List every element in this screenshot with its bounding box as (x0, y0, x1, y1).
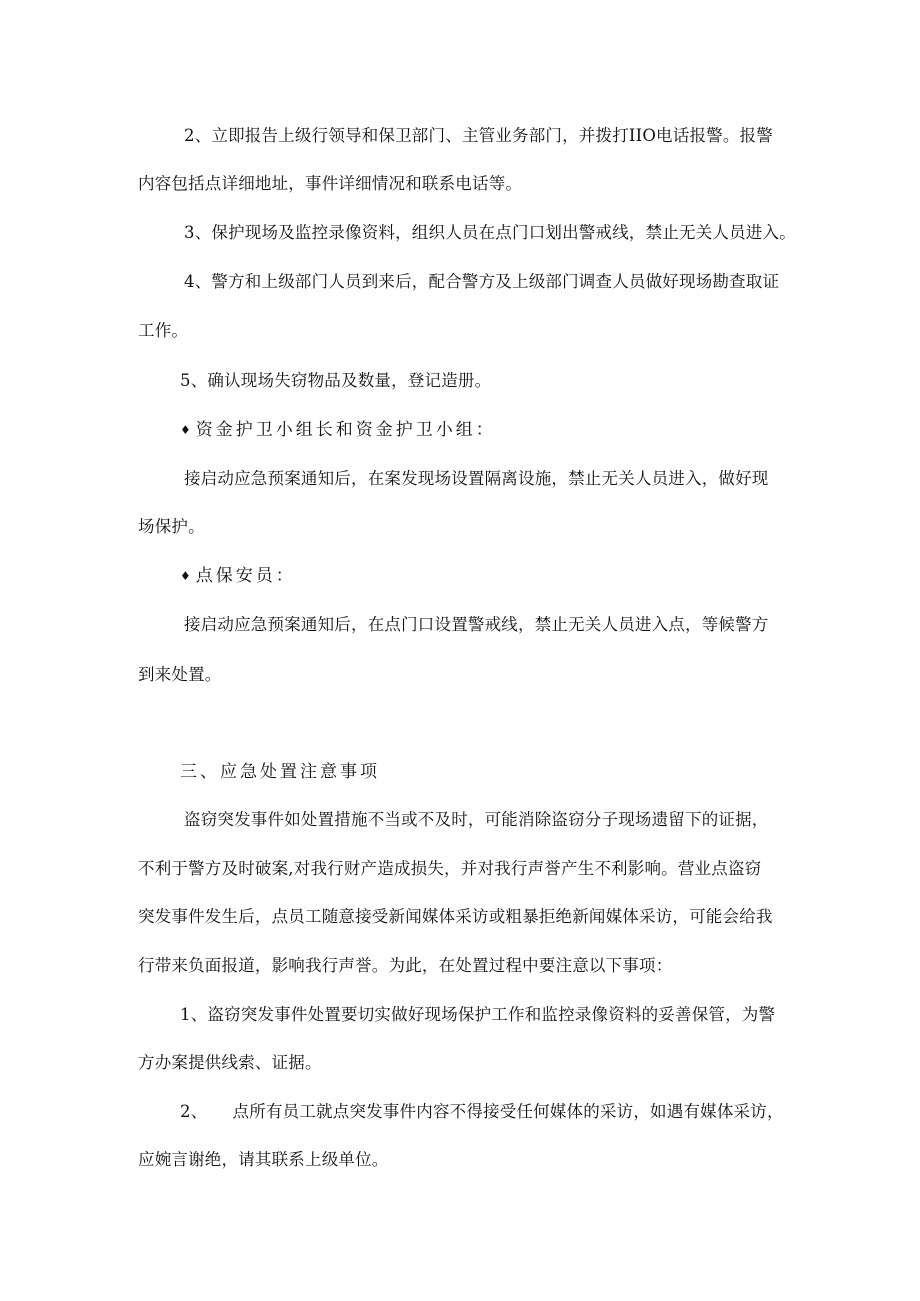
paragraph-line: 工作。 (138, 321, 189, 340)
paragraph-line: 内容包括点详细地址，事件详细情况和联系电话等。 (138, 174, 523, 193)
paragraph-line: 接启动应急预案通知后，在案发现场设置隔离设施，禁止无关人员进入，做好现 (184, 469, 769, 488)
paragraph-line: 盗窃突发事件如处置措施不当或不及时，可能消除盗窃分子现场遗留下的证据， (184, 810, 769, 829)
heading-text: 点保安员： (195, 566, 296, 586)
paragraph-line: 2、立即报告上级行领导和保卫部门、主管业务部门，并拨打IIO电话报警。报警 (184, 126, 773, 145)
section-heading (180, 566, 296, 586)
paragraph-line: 行带来负面报道，影响我行声誉。为此，在处置过程中要注意以下事项： (138, 956, 673, 975)
paragraph-line: 1、盗窃突发事件处置要切实做好现场保护工作和监控录像资料的妥善保管，为警 (180, 1005, 776, 1024)
paragraph-line: 2、 点所有员工就点突发事件内容不得接受任何媒体的采访，如遇有媒体采访， (180, 1102, 784, 1121)
paragraph-line: 5、确认现场失窃物品及数量，登记造册。 (180, 371, 492, 390)
paragraph-line: 到来处置。 (138, 665, 222, 684)
heading-text: 资金护卫小组长和资金护卫小组： (195, 420, 496, 440)
diamond-bullet-icon: ♦ (180, 569, 194, 583)
paragraph-line: 接启动应急预案通知后，在点门口设置警戒线，禁止无关人员进入点，等候警方 (184, 615, 769, 634)
section-title: 三、应急处置注意事项 (180, 762, 380, 782)
paragraph-line: 4、警方和上级部门人员到来后，配合警方及上级部门调查人员做好现场勘查取证 (184, 272, 780, 291)
paragraph-line: 应婉言谢绝，请其联系上级单位。 (138, 1150, 389, 1169)
paragraph-line: 方办案提供线索、证据。 (138, 1053, 322, 1072)
paragraph-line: 突发事件发生后，点员工随意接受新闻媒体采访或粗暴拒绝新闻媒体采访，可能会给我 (138, 907, 773, 926)
paragraph-line: 3、保护现场及监控录像资料，组织人员在点门口划出警戒线，禁止无关人员进入。 (184, 223, 796, 242)
paragraph-line: 场保护。 (138, 517, 205, 536)
diamond-bullet-icon: ♦ (180, 423, 194, 437)
section-heading (180, 420, 496, 440)
paragraph-line: 不利于警方及时破案,对我行财产造成损失，并对我行声誉产生不利影响。营业点盗窃 (138, 859, 762, 878)
